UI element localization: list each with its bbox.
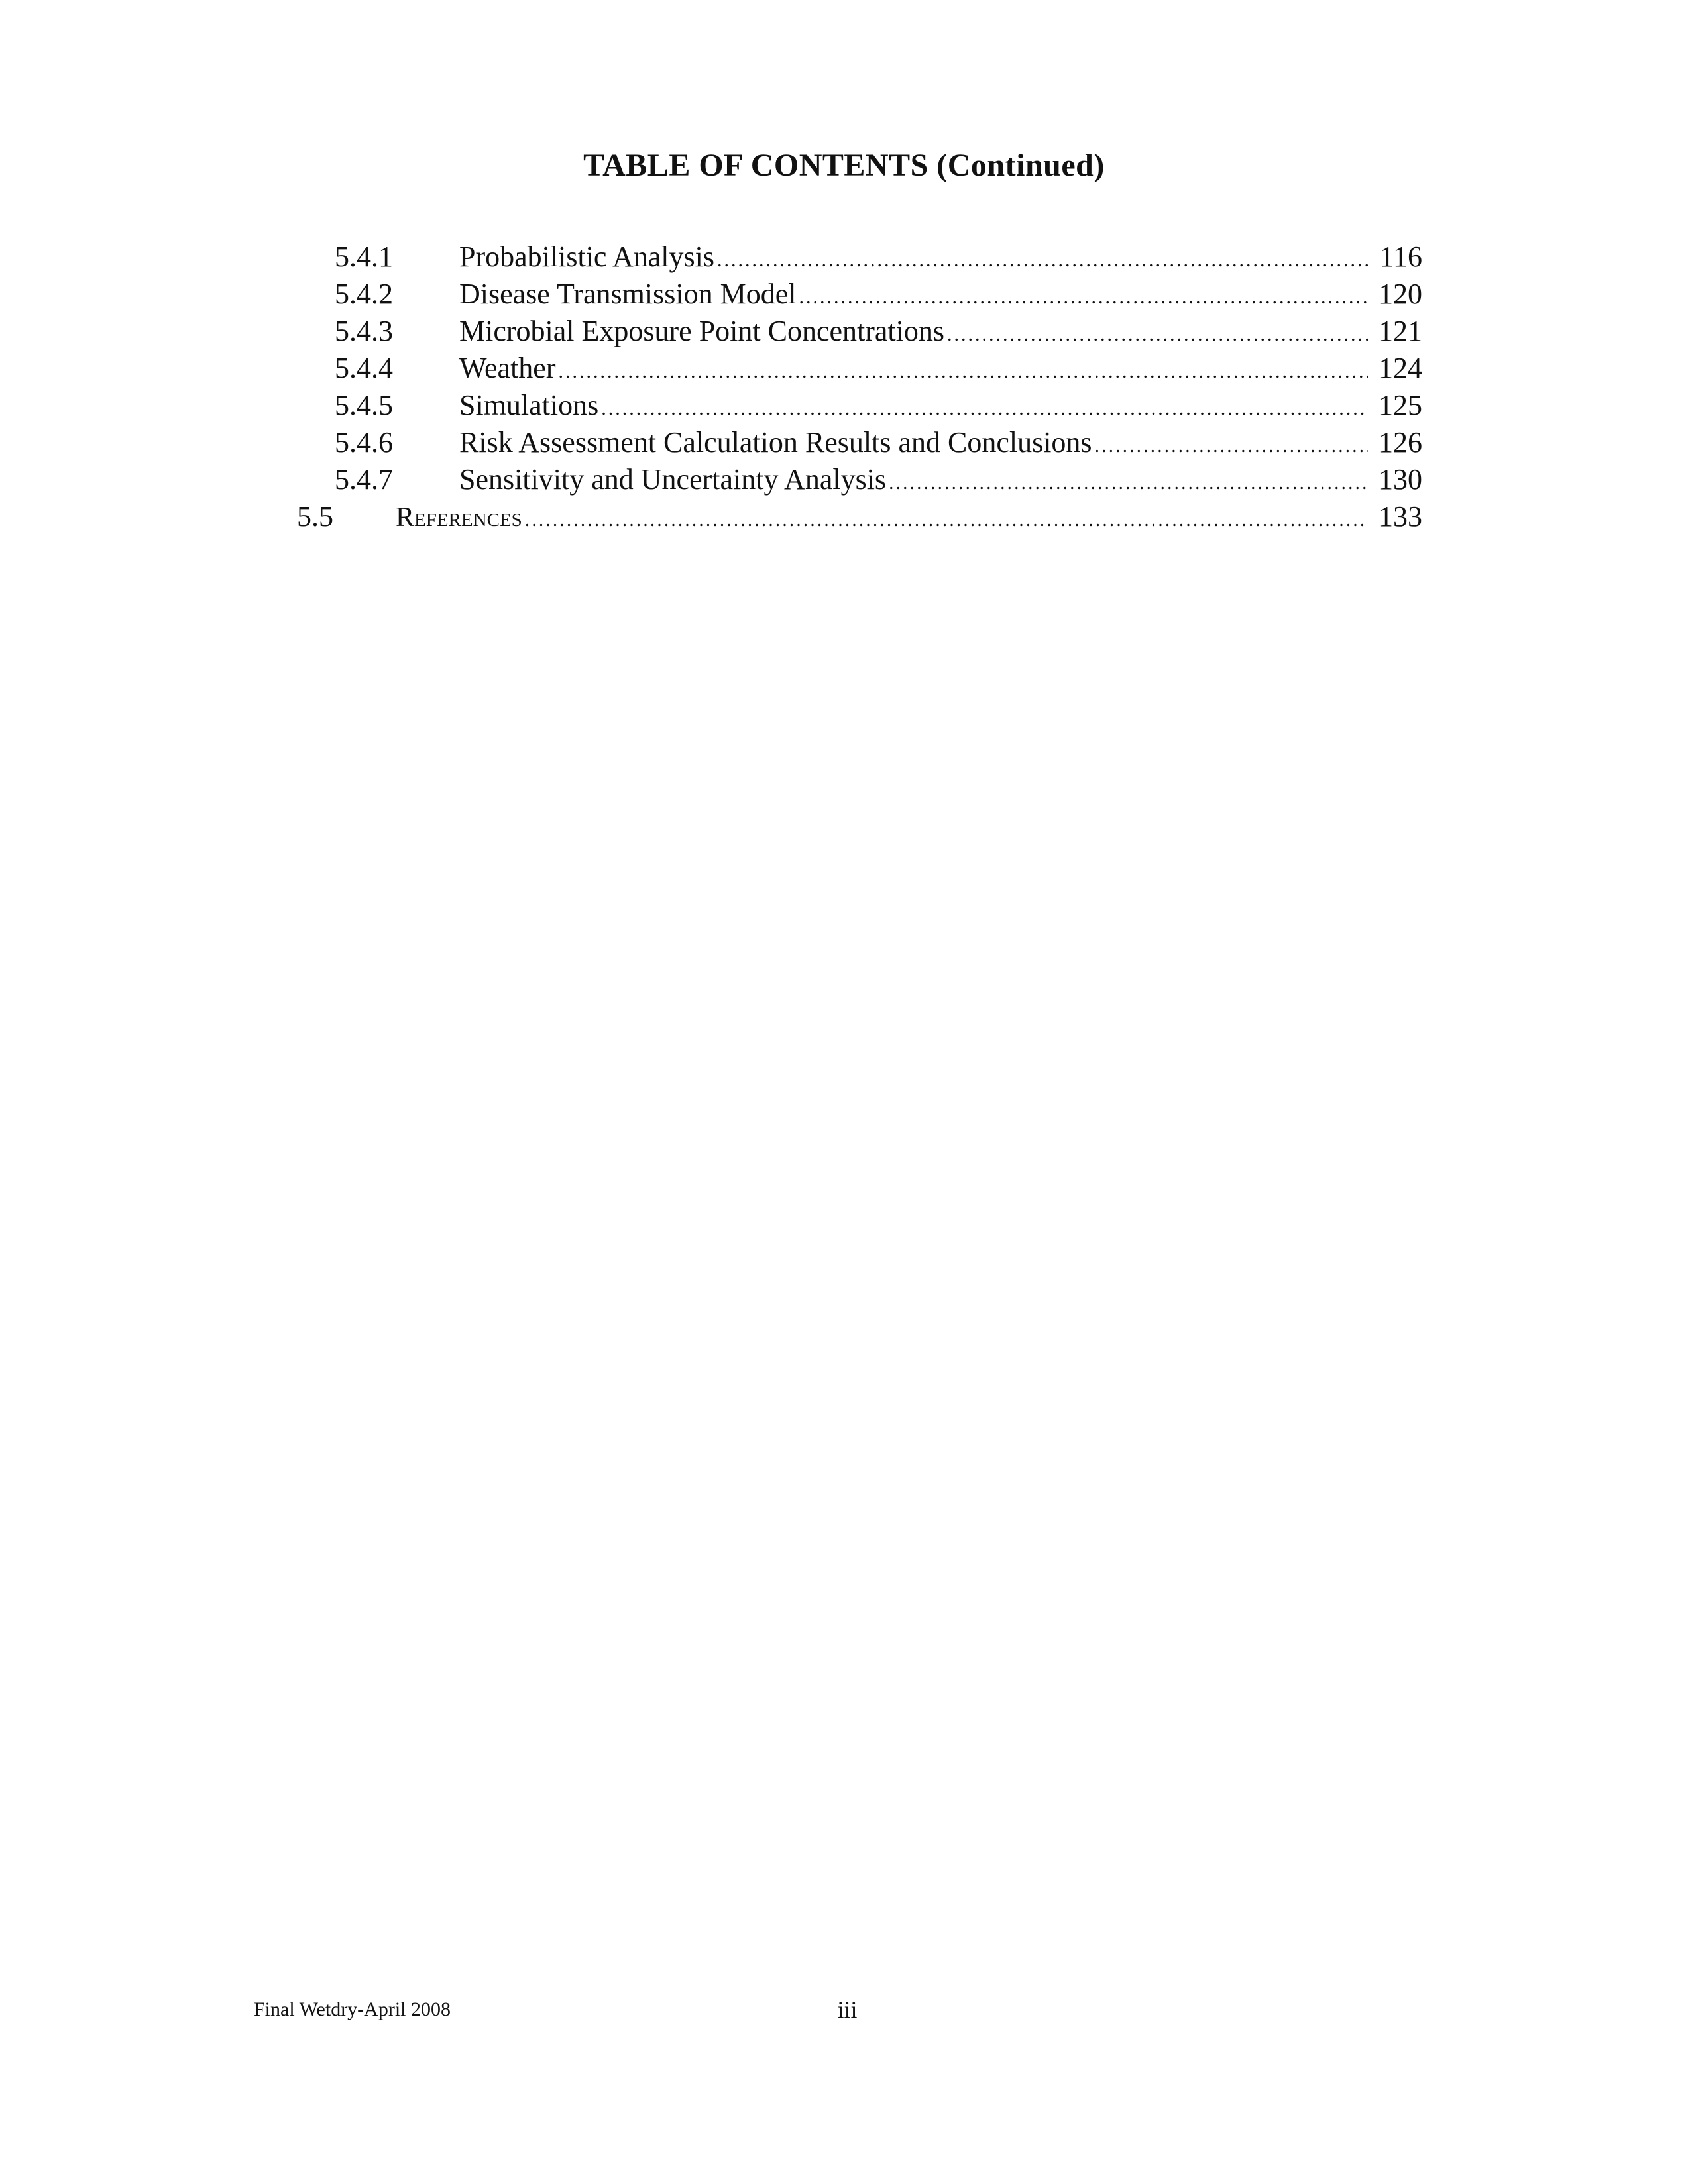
- toc-entry-5-4-3: [0, 313, 1688, 350]
- toc-entry-5-4-5: [0, 387, 1688, 424]
- dot-leader: [947, 316, 1368, 353]
- toc-entry-5-4-7: [0, 461, 1688, 498]
- toc-entry-label: Probabilistic Analysis: [459, 241, 714, 273]
- toc-entry-page: 133: [1379, 500, 1422, 533]
- toc-entry-number: 5.5: [297, 500, 333, 533]
- dot-leader: [558, 353, 1368, 390]
- toc-entry-page: 120: [1379, 278, 1422, 310]
- dot-leader: [717, 242, 1368, 279]
- toc-entry-number: 5.4.1: [335, 241, 393, 273]
- toc-entry-label: Disease Transmission Model: [459, 278, 797, 310]
- dot-leader: [525, 502, 1368, 539]
- footer-document-label: Final Wetdry-April 2008: [254, 1998, 451, 2020]
- toc-entry-5-4-2: [0, 276, 1688, 313]
- dot-leader: [799, 279, 1368, 316]
- toc-entry-number: 5.4.7: [335, 463, 393, 496]
- toc-entry-page: 126: [1379, 426, 1422, 459]
- toc-entry-5-4-4: [0, 350, 1688, 387]
- toc-entry-page: 116: [1379, 241, 1422, 273]
- toc-entry-5-5: [0, 498, 1688, 535]
- toc-entry-label: Risk Assessment Calculation Results and Conclusions: [459, 426, 1092, 459]
- toc-entry-page: 124: [1379, 352, 1422, 384]
- dot-leader: [1095, 427, 1368, 464]
- toc-entry-5-4-6: [0, 424, 1688, 461]
- toc-entry-page: 130: [1379, 463, 1422, 496]
- toc-entry-number: 5.4.6: [335, 426, 393, 459]
- toc-entry-number: 5.4.4: [335, 352, 393, 384]
- toc-entry-page: 125: [1379, 389, 1422, 421]
- toc-entry-label: Microbial Exposure Point Concentrations: [459, 315, 944, 347]
- toc-entry-number: 5.4.3: [335, 315, 393, 347]
- toc-entry-number: 5.4.2: [335, 278, 393, 310]
- toc-entry-label: Sensitivity and Uncertainty Analysis: [459, 463, 887, 496]
- toc-entry-5-4-1: [0, 239, 1688, 276]
- toc-entry-label: Weather: [459, 352, 556, 384]
- toc-entry-number: 5.4.5: [335, 389, 393, 421]
- toc-list: [0, 239, 1688, 535]
- toc-entry-label: Simulations: [459, 389, 599, 421]
- toc-entry-label: References: [396, 502, 522, 533]
- dot-leader: [601, 390, 1368, 427]
- page-title: TABLE OF CONTENTS (Continued): [583, 148, 1105, 183]
- toc-entry-page: 121: [1379, 315, 1422, 347]
- footer-page-number: iii: [837, 1996, 858, 2023]
- dot-leader: [889, 464, 1368, 502]
